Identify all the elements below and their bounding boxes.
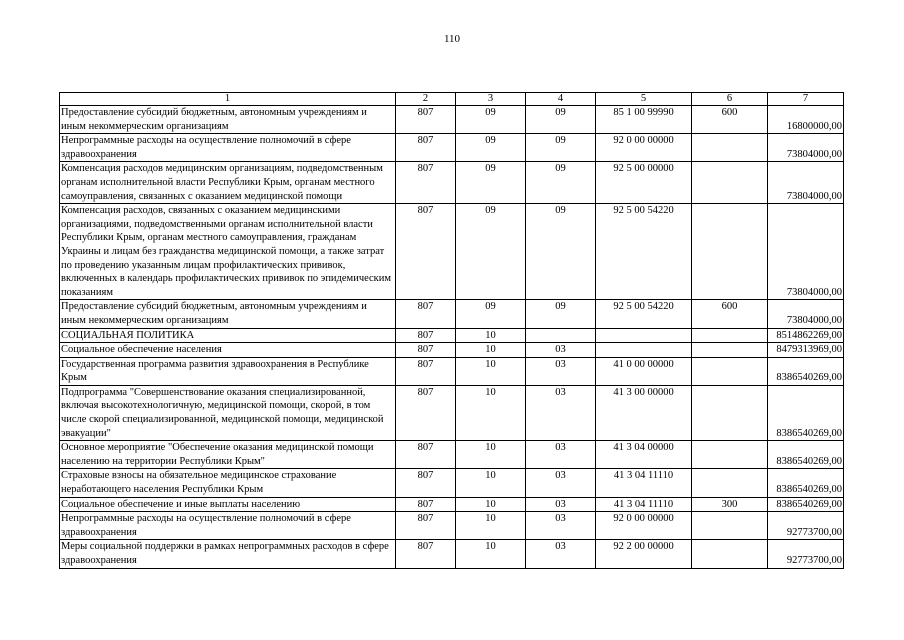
header-row: [60, 93, 844, 106]
cell-col-4: 03: [526, 441, 596, 469]
table-row: [60, 328, 844, 343]
cell-col-5: 92 5 00 00000: [596, 162, 692, 204]
row-amount: 92773700,00: [768, 512, 844, 540]
cell-col-6: [692, 540, 768, 568]
cell-col-6: [692, 441, 768, 469]
cell-col-6: 300: [692, 497, 768, 512]
table-row: [60, 300, 844, 328]
table-row: [60, 385, 844, 440]
row-description: Социальное обеспечение и иные выплаты населению: [60, 497, 396, 512]
cell-col-5: 41 3 00 00000: [596, 385, 692, 440]
cell-col-2: 807: [396, 204, 456, 300]
row-amount: 8386540269,00: [768, 385, 844, 440]
table-row: [60, 357, 844, 385]
cell-col-2: 807: [396, 469, 456, 497]
table-row: [60, 540, 844, 568]
table-row: [60, 441, 844, 469]
cell-col-4: 03: [526, 385, 596, 440]
table-row: [60, 204, 844, 300]
cell-col-2: 807: [396, 357, 456, 385]
cell-col-2: 807: [396, 106, 456, 134]
row-description: Компенсация расходов, связанных с оказанием медицинскими организациями, подведомственными органам исполнительной власти Республики Крым, органам местного самоуправления, гражданам Украины и лицам без гражданства медицинской помощи, а также затрат по проведению указанным лицам профилактических прививок, включенных в календарь профилактических прививок по эпидемическим показаниям: [60, 204, 396, 300]
row-description: Непрограммные расходы на осуществление полномочий в сфере здравоохранения: [60, 512, 396, 540]
row-amount: 73804000,00: [768, 204, 844, 300]
cell-col-6: [692, 469, 768, 497]
column-header: 2: [396, 93, 456, 106]
cell-col-6: [692, 385, 768, 440]
row-amount: 8479313969,00: [768, 343, 844, 358]
cell-col-2: 807: [396, 441, 456, 469]
row-amount: 73804000,00: [768, 162, 844, 204]
row-description: Компенсация расходов медицинским организациям, подведомственным органам исполнительной власти Республики Крым, органам местного самоуправления, связанных с оказанием медицинской помощи: [60, 162, 396, 204]
column-header: 1: [60, 93, 396, 106]
table-row: [60, 512, 844, 540]
cell-col-2: 807: [396, 328, 456, 343]
cell-col-6: [692, 162, 768, 204]
cell-col-4: [526, 328, 596, 343]
cell-col-4: 03: [526, 357, 596, 385]
cell-col-3: 09: [456, 106, 526, 134]
cell-col-4: 09: [526, 300, 596, 328]
cell-col-5: 92 0 00 00000: [596, 512, 692, 540]
cell-col-5: 92 5 00 54220: [596, 300, 692, 328]
cell-col-6: [692, 328, 768, 343]
row-description: Государственная программа развития здравоохранения в Республике Крым: [60, 357, 396, 385]
row-description: Предоставление субсидий бюджетным, автономным учреждениям и иным некоммерческим организациям: [60, 300, 396, 328]
row-amount: 8514862269,00: [768, 328, 844, 343]
row-amount: 92773700,00: [768, 540, 844, 568]
column-header: 7: [768, 93, 844, 106]
cell-col-3: 10: [456, 540, 526, 568]
row-amount: 16800000,00: [768, 106, 844, 134]
cell-col-5: 41 3 04 00000: [596, 441, 692, 469]
cell-col-3: 10: [456, 441, 526, 469]
row-description: Непрограммные расходы на осуществление полномочий в сфере здравоохранения: [60, 134, 396, 162]
cell-col-5: [596, 343, 692, 358]
cell-col-2: 807: [396, 540, 456, 568]
column-header: 5: [596, 93, 692, 106]
table-row: [60, 162, 844, 204]
cell-col-6: [692, 512, 768, 540]
cell-col-2: 807: [396, 300, 456, 328]
row-amount: 8386540269,00: [768, 357, 844, 385]
cell-col-5: 92 2 00 00000: [596, 540, 692, 568]
row-amount: 8386540269,00: [768, 469, 844, 497]
cell-col-4: 09: [526, 134, 596, 162]
cell-col-2: 807: [396, 385, 456, 440]
row-description: Основное мероприятие "Обеспечение оказания медицинской помощи населению на территории Республики Крым": [60, 441, 396, 469]
cell-col-3: 10: [456, 328, 526, 343]
cell-col-2: 807: [396, 512, 456, 540]
row-description: СОЦИАЛЬНАЯ ПОЛИТИКА: [60, 328, 396, 343]
column-header: 4: [526, 93, 596, 106]
cell-col-4: 03: [526, 540, 596, 568]
cell-col-3: 09: [456, 134, 526, 162]
cell-col-6: [692, 204, 768, 300]
cell-col-6: 600: [692, 106, 768, 134]
cell-col-4: 09: [526, 106, 596, 134]
cell-col-6: [692, 357, 768, 385]
cell-col-5: 41 3 04 11110: [596, 497, 692, 512]
table-row: [60, 134, 844, 162]
cell-col-3: 09: [456, 300, 526, 328]
row-description: Социальное обеспечение населения: [60, 343, 396, 358]
column-header: 3: [456, 93, 526, 106]
cell-col-5: 41 3 04 11110: [596, 469, 692, 497]
cell-col-5: 92 0 00 00000: [596, 134, 692, 162]
table-row: [60, 106, 844, 134]
cell-col-4: 09: [526, 162, 596, 204]
cell-col-3: 10: [456, 357, 526, 385]
cell-col-4: 03: [526, 512, 596, 540]
row-amount: 73804000,00: [768, 134, 844, 162]
cell-col-2: 807: [396, 497, 456, 512]
cell-col-5: 85 1 00 99990: [596, 106, 692, 134]
cell-col-5: 92 5 00 54220: [596, 204, 692, 300]
cell-col-2: 807: [396, 343, 456, 358]
cell-col-4: 09: [526, 204, 596, 300]
cell-col-5: 41 0 00 00000: [596, 357, 692, 385]
table-row: [60, 497, 844, 512]
cell-col-3: 10: [456, 469, 526, 497]
table-row: [60, 343, 844, 358]
cell-col-2: 807: [396, 162, 456, 204]
cell-col-2: 807: [396, 134, 456, 162]
cell-col-3: 09: [456, 204, 526, 300]
row-description: Подпрограмма "Совершенствование оказания специализированной, включая высокотехнологичную, медицинской помощи, скорой, в том числе скорой специализированной, медицинской помощи, медицинской эвакуации": [60, 385, 396, 440]
cell-col-5: [596, 328, 692, 343]
page-number: 110: [443, 33, 461, 45]
row-description: Меры социальной поддержки в рамках непрограммных расходов в сфере здравоохранения: [60, 540, 396, 568]
cell-col-6: [692, 134, 768, 162]
budget-table: [59, 92, 844, 569]
cell-col-4: 03: [526, 343, 596, 358]
cell-col-4: 03: [526, 469, 596, 497]
row-amount: 73804000,00: [768, 300, 844, 328]
column-header: 6: [692, 93, 768, 106]
table-row: [60, 469, 844, 497]
cell-col-6: 600: [692, 300, 768, 328]
row-amount: 8386540269,00: [768, 497, 844, 512]
cell-col-3: 10: [456, 385, 526, 440]
cell-col-3: 10: [456, 343, 526, 358]
row-amount: 8386540269,00: [768, 441, 844, 469]
row-description: Страховые взносы на обязательное медицинское страхование неработающего населения Республики Крым: [60, 469, 396, 497]
cell-col-6: [692, 343, 768, 358]
cell-col-4: 03: [526, 497, 596, 512]
cell-col-3: 10: [456, 512, 526, 540]
cell-col-3: 09: [456, 162, 526, 204]
cell-col-3: 10: [456, 497, 526, 512]
row-description: Предоставление субсидий бюджетным, автономным учреждениям и иным некоммерческим организациям: [60, 106, 396, 134]
